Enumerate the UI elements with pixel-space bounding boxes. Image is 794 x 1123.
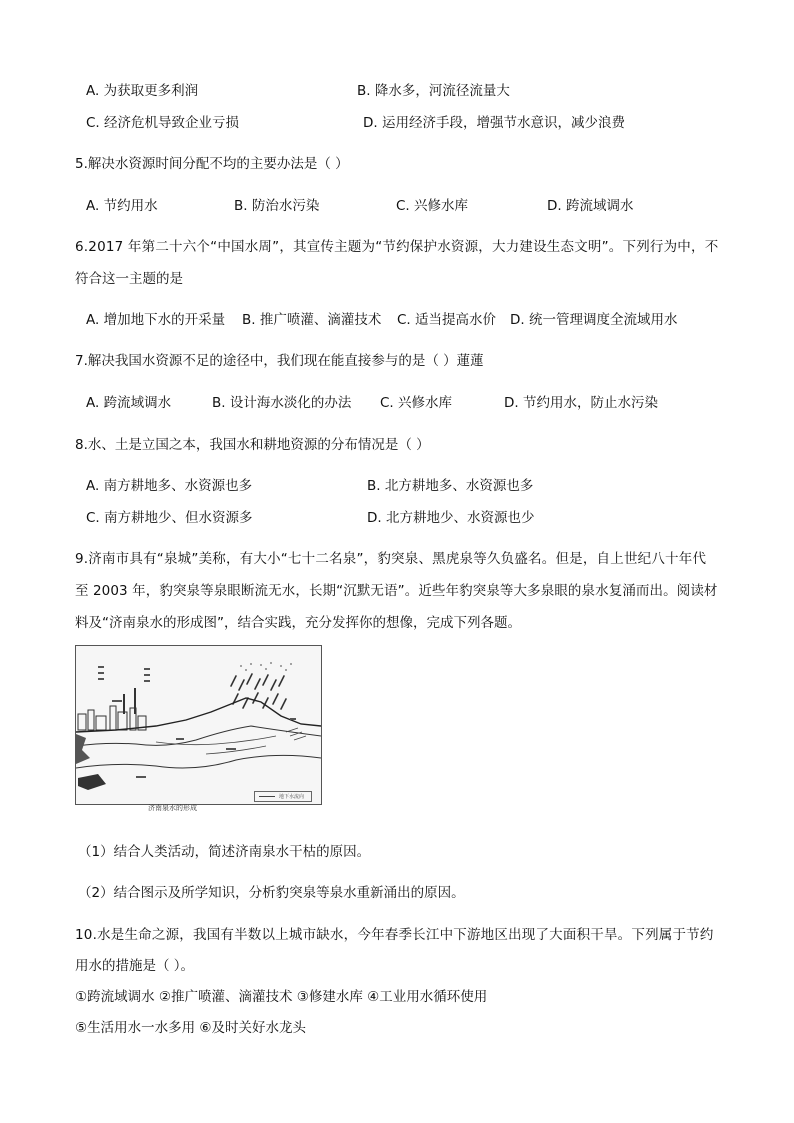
q8-option-c: C. 南方耕地少、但水资源多 (86, 510, 253, 526)
q7-option-a: A. 跨流域调水 (86, 395, 172, 411)
cloud-dots (240, 662, 292, 671)
q10-choices-line1: ①跨流域调水 ②推广喷灌、滴灌技术 ③修建水库 ④工业用水循环使用 (75, 989, 488, 1005)
q6-stem-line1: 6.2017 年第二十六个“中国水周”，其宣传主题为“节约保护水资源，大力建设生态文明”。下列行为中，不 (75, 239, 719, 255)
q9-stem-line3: 料及“济南泉水的形成图”，结合实践，充分发挥你的想像，完成下列各题。 (75, 615, 521, 631)
q7-option-b: B. 设计海水淡化的办法 (212, 395, 352, 411)
igneous-layer (76, 755, 321, 768)
q5-option-d: D. 跨流域调水 (547, 198, 634, 214)
rainfall-marks (231, 674, 286, 709)
spring-formation-figure (75, 645, 322, 812)
q9-stem-line1: 9.济南市具有“泉城”美称，有大小“七十二名泉”，豹突泉、黑虎泉等久负盛名。但是，自上世纪八十年代 (75, 551, 707, 567)
q6-option-d: D. 统一管理调度全流域用水 (510, 312, 678, 328)
q6-option-b: B. 推广喷灌、滴灌技术 (242, 312, 382, 328)
q4-option-b: B. 降水多，河流径流量大 (357, 83, 510, 99)
q10-stem-line2: 用水的措施是（ ）。 (75, 958, 195, 974)
figure-legend (254, 791, 312, 802)
q10-stem-line1: 10.水是生命之源，我国有半数以上城市缺水，今年春季长江中下游地区出现了大面积干旱。下列属于节约 (75, 927, 714, 943)
label-specks (98, 666, 296, 778)
q9-sub2: （2）结合图示及所学知识，分析豹突泉等泉水重新涌出的原因。 (78, 885, 465, 901)
q9-sub1: （1）结合人类活动，简述济南泉水干枯的原因。 (78, 844, 371, 860)
rock-mass-bottom (78, 774, 106, 790)
q4-option-d: D. 运用经济手段，增强节水意识，减少浪费 (363, 115, 625, 131)
figure-caption: 济南泉水的形成 (148, 804, 197, 812)
q5-stem: 5.解决水资源时间分配不均的主要办法是（ ） (75, 156, 349, 172)
q4-option-c: C. 经济危机导致企业亏损 (86, 115, 240, 131)
q8-option-b: B. 北方耕地多、水资源也多 (367, 478, 534, 494)
q6-option-c: C. 适当提高水价 (397, 312, 497, 328)
q8-stem: 8.水、土是立国之本，我国水和耕地资源的分布情况是（ ） (75, 437, 430, 453)
q5-option-c: C. 兴修水库 (396, 198, 469, 214)
q5-option-a: A. 节约用水 (86, 198, 158, 214)
q8-option-d: D. 北方耕地少、水资源也少 (367, 510, 535, 526)
q8-option-a: A. 南方耕地多、水资源也多 (86, 478, 253, 494)
q6-stem-line2: 符合这一主题的是 (75, 271, 183, 287)
q7-option-d: D. 节约用水，防止水污染 (504, 395, 658, 411)
spring-formation-diagram (76, 646, 321, 804)
q4-option-a: A. 为获取更多利润 (86, 83, 199, 99)
q6-option-a: A. 增加地下水的开采量 (86, 312, 226, 328)
q9-stem-line2: 至 2003 年，豹突泉等泉眼断流无水，长期“沉默无语”。近些年豹突泉等大多泉眼的泉水复涌而出。阅读材 (75, 583, 718, 599)
q7-stem: 7.解决我国水资源不足的途径中，我们现在能直接参与的是（ ）蓮蓮 (75, 353, 484, 369)
q7-option-c: C. 兴修水库 (380, 395, 453, 411)
q5-option-b: B. 防治水污染 (234, 198, 320, 214)
legend-label: 地下水流向 (279, 794, 305, 800)
groundwater-flow-lines (156, 728, 306, 754)
limestone-layer (76, 726, 321, 746)
legend-arrow-icon (259, 796, 275, 797)
rock-mass-left (76, 734, 90, 764)
q10-choices-line2: ⑤生活用水一水多用 ⑥及时关好水龙头 (75, 1020, 306, 1036)
